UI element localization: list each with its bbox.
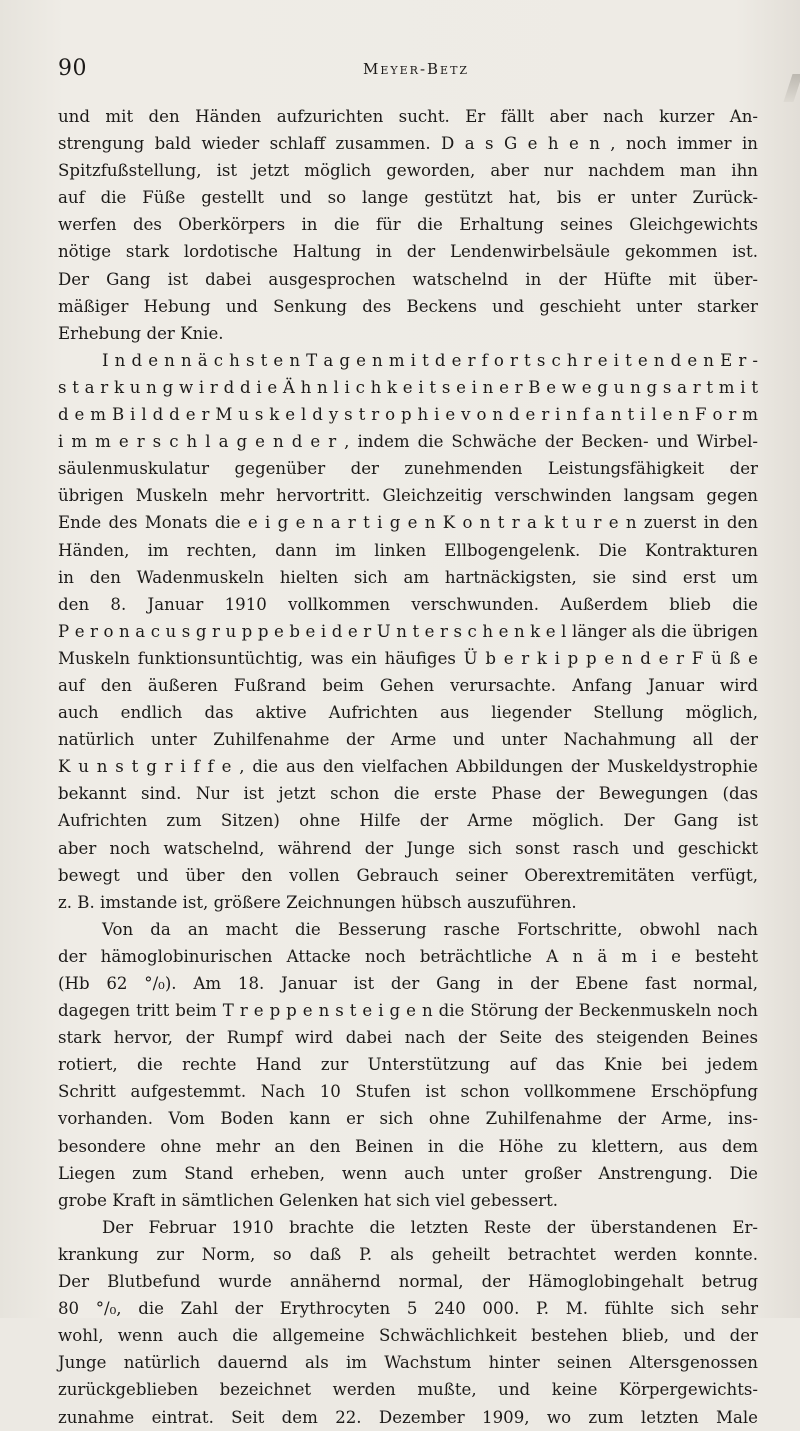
text-line: säulenmuskulatur gegenüber der zunehmenden Leistungsfähigkeit der <box>58 459 758 479</box>
text-line: Muskeln funktionsuntüchtig, was ein häufiges Ü b e r k i p p e n d e r F ü ß e <box>58 648 758 668</box>
text-line: Spitzfußstellung, ist jetzt möglich geworden, aber nur nachdem man ihn <box>58 161 758 181</box>
text-line: Junge natürlich dauernd als im Wachstum hinter seinen Altersgenossen <box>58 1353 758 1373</box>
text-line: strengung bald wieder schlaff zusammen. D a s G e h e n , noch immer in <box>58 134 758 154</box>
page-number: 90 <box>58 56 87 81</box>
text-line: krankung zur Norm, so daß P. als geheilt betrachtet werden konnte. <box>58 1244 758 1264</box>
text-line: der hämoglobinurischen Attacke noch beträchtliche A n ä m i e besteht <box>58 946 758 966</box>
text-line: zunahme eintrat. Seit dem 22. Dezember 1909, wo zum letzten Male <box>58 1407 758 1427</box>
page-edge-shadow <box>783 74 800 102</box>
text-line: wohl, wenn auch die allgemeine Schwächlichkeit bestehen blieb, und der <box>58 1326 758 1346</box>
text-line: Schritt aufgestemmt. Nach 10 Stufen ist schon vollkommene Erschöpfung <box>58 1082 758 1102</box>
text-line: mäßiger Hebung und Senkung des Beckens und geschieht unter starker <box>58 296 758 316</box>
text-line: 80 °/₀, die Zahl der Erythrocyten 5 240 000. P. M. fühlte sich sehr <box>58 1299 758 1319</box>
text-line: bekannt sind. Nur ist jetzt schon die erste Phase der Bewegungen (das <box>58 784 758 804</box>
text-line: Aufrichten zum Sitzen) ohne Hilfe der Arme möglich. Der Gang ist <box>58 811 758 831</box>
body-text <box>58 103 758 1431</box>
text-line: nötige stark lordotische Haltung in der Lendenwirbelsäule gekommen ist. <box>58 242 758 262</box>
text-line: werfen des Oberkörpers in die für die Erhaltung seines Gleichgewichts <box>58 215 758 235</box>
text-line: den 8. Januar 1910 vollkommen verschwunden. Außerdem blieb die <box>58 594 758 614</box>
text-line: Von da an macht die Besserung rasche Fortschritte, obwohl nach <box>102 919 758 939</box>
text-line: grobe Kraft in sämtlichen Gelenken hat sich viel gebessert. <box>58 1190 559 1210</box>
text-line: stark hervor, der Rumpf wird dabei nach der Seite des steigenden Beines <box>58 1028 758 1048</box>
text-line: P e r o n a c u s g r u p p e b e i d e r U n t e r s c h e n k e l länger als die übrigen <box>58 621 758 641</box>
text-line: besondere ohne mehr an den Beinen in die Höhe zu klettern, aus dem <box>58 1136 758 1156</box>
text-line: Der Blutbefund wurde annähernd normal, der Hämoglobingehalt betrug <box>58 1272 758 1292</box>
text-line: (Hb 62 °/₀). Am 18. Januar ist der Gang in der Ebene fast normal, <box>58 974 758 993</box>
text-line: dagegen tritt beim T r e p p e n s t e i g e n die Störung der Beckenmuskeln noch <box>58 1001 758 1021</box>
text-line: I n d e n n ä c h s t e n T a g e n m i t d e r f o r t s c h r e i t e n d e n E r - <box>102 350 758 370</box>
text-line: bewegt und über den vollen Gebrauch seiner Oberextremitäten verfügt, <box>58 865 758 885</box>
text-line: und mit den Händen aufzurichten sucht. Er fällt aber nach kurzer An- <box>58 107 758 126</box>
running-head: Meyer-Betz <box>363 60 470 78</box>
text-line: s t a r k u n g w i r d d i e Ä h n l i c h k e i t s e i n e r B e w e g u n g s a r t m i t <box>58 377 758 397</box>
text-line: in den Wadenmuskeln hielten sich am hartnäckigsten, sie sind erst um <box>58 567 758 587</box>
text-line: Liegen zum Stand erheben, wenn auch unter großer Anstrengung. Die <box>58 1163 758 1183</box>
text-line: auf die Füße gestellt und so lange gestützt hat, bis er unter Zurück- <box>58 188 758 208</box>
text-line: Händen, im rechten, dann im linken Ellbogengelenk. Die Kontrakturen <box>58 540 758 560</box>
text-line: z. B. imstande ist, größere Zeichnungen hübsch auszuführen. <box>58 892 577 912</box>
text-line: auf den äußeren Fußrand beim Gehen verursachte. Anfang Januar wird <box>58 675 758 695</box>
text-line: zurückgeblieben bezeichnet werden mußte, und keine Körpergewichts- <box>58 1380 758 1400</box>
text-line: Der Februar 1910 brachte die letzten Reste der überstandenen Er- <box>102 1217 758 1237</box>
text-line: Erhebung der Knie. <box>58 323 224 343</box>
text-line: i m m e r s c h l a g e n d e r , indem die Schwäche der Becken- und Wirbel- <box>58 432 758 452</box>
text-line: Der Gang ist dabei ausgesprochen watschelnd in der Hüfte mit über- <box>58 269 758 289</box>
text-line: Ende des Monats die e i g e n a r t i g e n K o n t r a k t u r e n zuerst in den <box>58 513 758 533</box>
text-line: natürlich unter Zuhilfenahme der Arme und unter Nachahmung all der <box>58 730 758 750</box>
text-line: rotiert, die rechte Hand zur Unterstützung auf das Knie bei jedem <box>58 1055 758 1075</box>
text-line: K u n s t g r i f f e , die aus den vielfachen Abbildungen der Muskeldystrophie <box>58 757 758 777</box>
text-line: auch endlich das aktive Aufrichten aus liegender Stellung möglich, <box>58 703 758 723</box>
text-line: aber noch watschelnd, während der Junge sich sonst rasch und geschickt <box>58 838 758 858</box>
text-line: übrigen Muskeln mehr hervortritt. Gleichzeitig verschwinden langsam gegen <box>58 486 758 506</box>
text-line: vorhanden. Vom Boden kann er sich ohne Zuhilfenahme der Arme, ins- <box>58 1109 758 1129</box>
text-line: d e m B i l d d e r M u s k e l d y s t r o p h i e v o n d e r i n f a n t i l e n F o r m <box>58 405 758 425</box>
page-header <box>58 56 760 86</box>
